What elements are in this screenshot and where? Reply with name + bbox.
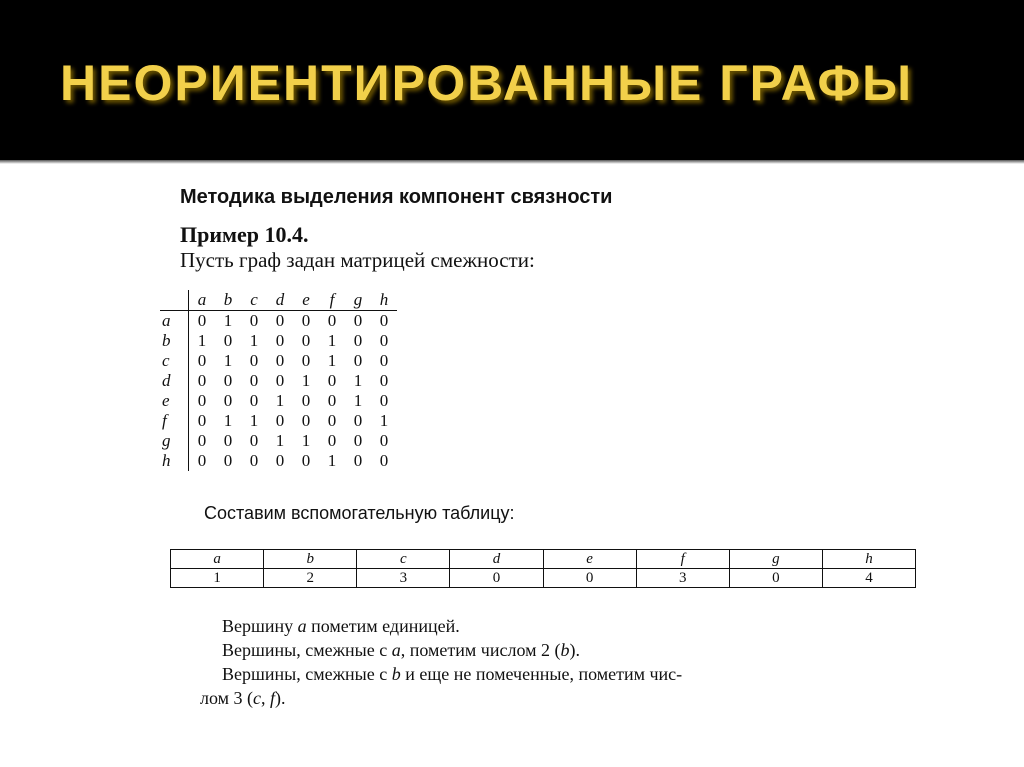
matrix-cell: 1: [327, 451, 337, 470]
matrix-cell: 0: [327, 371, 337, 390]
matrix-cell: 0: [301, 351, 311, 370]
matrix-cell: 0: [223, 431, 233, 450]
matrix-cell: 0: [197, 351, 207, 370]
matrix-cell: 0: [249, 371, 259, 390]
matrix-cell: 1: [249, 411, 259, 430]
matrix-cell: 0: [379, 311, 389, 330]
matrix-cell: 1: [353, 371, 363, 390]
matrix-cell: 1: [223, 351, 233, 370]
matrix-row-head: g: [160, 431, 189, 451]
paragraph-3: [222, 664, 682, 685]
aux-value-cell: 2: [264, 569, 357, 588]
matrix-cell: 1: [275, 431, 285, 450]
aux-value-row: [171, 569, 916, 588]
content-edge: [0, 160, 1024, 164]
matrix-row-head: c: [160, 351, 189, 371]
matrix-cell: 0: [327, 311, 337, 330]
matrix-cell: 0: [379, 451, 389, 470]
matrix-row: [160, 411, 397, 431]
matrix-cell: 0: [275, 351, 285, 370]
slide-title: НЕОРИЕНТИРОВАННЫЕ ГРАФЫ: [60, 55, 914, 111]
matrix-col-head: h: [371, 290, 397, 311]
matrix-row: [160, 391, 397, 411]
aux-value-cell: 0: [450, 569, 543, 588]
matrix-cell: 0: [275, 371, 285, 390]
matrix-row: [160, 331, 397, 351]
matrix-cell: 1: [301, 371, 311, 390]
paragraph-2: [222, 640, 580, 661]
matrix-cell: 0: [379, 351, 389, 370]
matrix-cell: 1: [223, 311, 233, 330]
matrix-cell: 0: [379, 371, 389, 390]
aux-label-row: [171, 550, 916, 569]
aux-label-cell: d: [450, 550, 543, 569]
vertex-ref: a: [391, 640, 401, 660]
matrix-col-head: e: [293, 290, 319, 311]
matrix-row: [160, 431, 397, 451]
auxiliary-table: [170, 549, 916, 588]
aux-label-cell: h: [822, 550, 915, 569]
aux-value-cell: 4: [822, 569, 915, 588]
matrix-cell: 0: [197, 311, 207, 330]
matrix-row-head: a: [160, 311, 189, 332]
example-label: Пример 10.4.: [180, 222, 309, 247]
matrix-cell: 0: [197, 451, 207, 470]
text-run: , пометим числом 2 (: [400, 640, 561, 660]
aux-label-cell: b: [264, 550, 357, 569]
matrix-cell: 0: [353, 331, 363, 350]
matrix-cell: 0: [353, 411, 363, 430]
text-run: ).: [275, 688, 286, 708]
matrix-cell: 0: [379, 391, 389, 410]
matrix-cell: 0: [249, 351, 259, 370]
matrix-col-head: c: [241, 290, 267, 311]
matrix-cell: 0: [379, 331, 389, 350]
text-run: ).: [569, 640, 580, 660]
matrix-header-row: [160, 290, 397, 311]
matrix-cell: 0: [327, 391, 337, 410]
matrix-cell: 0: [249, 431, 259, 450]
paragraph-1: [222, 616, 460, 637]
matrix-cell: 1: [197, 331, 207, 350]
matrix-cell: 0: [197, 431, 207, 450]
matrix-cell: 0: [327, 411, 337, 430]
matrix-cell: 0: [275, 451, 285, 470]
aux-label-cell: g: [729, 550, 822, 569]
matrix-cell: 0: [301, 411, 311, 430]
matrix-col-head: f: [319, 290, 345, 311]
aux-value-cell: 3: [357, 569, 450, 588]
matrix-cell: 0: [197, 411, 207, 430]
aux-label-cell: e: [543, 550, 636, 569]
text-run: Вершину: [222, 616, 298, 636]
adjacency-matrix: [160, 290, 397, 471]
matrix-cell: 0: [275, 311, 285, 330]
text-run: Вершины, смежные с: [222, 640, 392, 660]
matrix-cell: 0: [275, 331, 285, 350]
matrix-cell: 0: [197, 391, 207, 410]
matrix-intro: Пусть граф задан матрицей смежности:: [180, 248, 535, 272]
text-run: Вершины, смежные с: [222, 664, 392, 684]
matrix-cell: 0: [301, 311, 311, 330]
matrix-cell: 0: [249, 311, 259, 330]
aux-value-cell: 1: [171, 569, 264, 588]
section-heading: Методика выделения компонент связности: [180, 186, 613, 208]
matrix-cell: 0: [301, 331, 311, 350]
matrix-cell: 0: [353, 451, 363, 470]
matrix-cell: 0: [301, 391, 311, 410]
matrix-cell: 0: [353, 311, 363, 330]
matrix-cell: 1: [275, 391, 285, 410]
title-bar: [0, 0, 1024, 160]
matrix-row: [160, 351, 397, 371]
vertex-ref: a: [297, 616, 307, 636]
aux-label-cell: c: [357, 550, 450, 569]
matrix-row-head: e: [160, 391, 189, 411]
matrix-cell: 0: [353, 431, 363, 450]
matrix-row-head: d: [160, 371, 189, 391]
matrix-cell: 0: [275, 411, 285, 430]
matrix-row-head: h: [160, 451, 189, 471]
matrix-row: [160, 371, 397, 391]
text-run: и еще не помеченные, пометим чис-: [400, 664, 683, 684]
matrix-row: [160, 451, 397, 471]
matrix-cell: 0: [223, 371, 233, 390]
matrix-cell: 0: [353, 351, 363, 370]
matrix-corner: [160, 290, 189, 311]
vertex-ref: b: [391, 664, 401, 684]
matrix-cell: 1: [301, 431, 311, 450]
matrix-cell: 1: [353, 391, 363, 410]
matrix-col-head: d: [267, 290, 293, 311]
matrix-col-head: g: [345, 290, 371, 311]
matrix-cell: 1: [379, 411, 389, 430]
matrix-row-head: f: [160, 411, 189, 431]
vertex-ref: b: [560, 640, 570, 660]
matrix-cell: 0: [327, 431, 337, 450]
matrix-row: [160, 311, 397, 332]
text-run: пометим единицей.: [306, 616, 460, 636]
aux-value-cell: 0: [729, 569, 822, 588]
text-run: ,: [261, 688, 271, 708]
matrix-cell: 0: [301, 451, 311, 470]
aux-label-cell: a: [171, 550, 264, 569]
matrix-cell: 0: [197, 371, 207, 390]
matrix-row-head: b: [160, 331, 189, 351]
text-run: лом 3 (: [200, 688, 254, 708]
matrix-cell: 0: [223, 451, 233, 470]
matrix-cell: 0: [249, 451, 259, 470]
vertex-ref: c: [253, 688, 262, 708]
matrix-cell: 0: [223, 331, 233, 350]
matrix-cell: 1: [249, 331, 259, 350]
matrix-cell: 0: [379, 431, 389, 450]
aux-table-intro: Составим вспомогательную таблицу:: [204, 503, 515, 523]
aux-value-cell: 0: [543, 569, 636, 588]
aux-label-cell: f: [636, 550, 729, 569]
matrix-body: [160, 311, 397, 472]
aux-value-cell: 3: [636, 569, 729, 588]
paragraph-4: [200, 688, 286, 709]
matrix-cell: 1: [223, 411, 233, 430]
vertex-ref: f: [270, 688, 276, 708]
matrix-cell: 0: [249, 391, 259, 410]
matrix-cell: 1: [327, 331, 337, 350]
matrix-cell: 1: [327, 351, 337, 370]
matrix-col-head: a: [189, 290, 216, 311]
matrix-col-head: b: [215, 290, 241, 311]
matrix-cell: 0: [223, 391, 233, 410]
